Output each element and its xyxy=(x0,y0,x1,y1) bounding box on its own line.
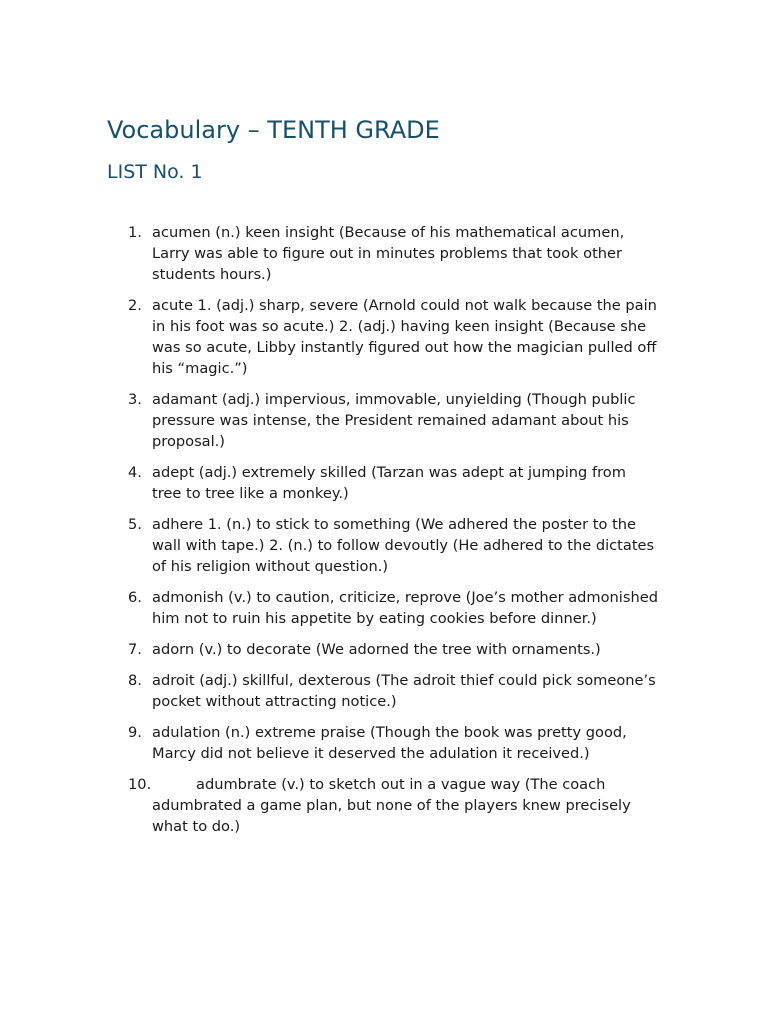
vocabulary-list xyxy=(128,222,658,847)
item-number: 5. xyxy=(128,516,142,533)
list-item xyxy=(128,587,658,629)
item-definition: acumen (n.) keen insight (Because of his mathematical acumen, Larry was able to figure out in minutes problems that took other students hours.) xyxy=(152,224,625,283)
list-item xyxy=(128,514,658,577)
list-item xyxy=(128,389,658,452)
item-number: 8. xyxy=(128,672,142,689)
item-number: 7. xyxy=(128,641,142,658)
item-definition: acute 1. (adj.) sharp, severe (Arnold could not walk because the pain in his foot was so acute.) 2. (adj.) having keen insight (Because she was so acute, Libby instantly figured out how the magician pulled off his “magic.”) xyxy=(152,297,657,377)
item-definition: admonish (v.) to caution, criticize, reprove (Joe’s mother admonished him not to ruin his appetite by eating cookies before dinner.) xyxy=(152,589,658,627)
list-item xyxy=(128,670,658,712)
item-definition: adept (adj.) extremely skilled (Tarzan was adept at jumping from tree to tree like a monkey.) xyxy=(152,464,626,502)
item-definition: adamant (adj.) impervious, immovable, unyielding (Though public pressure was intense, the President remained adamant about his proposal.) xyxy=(152,391,636,450)
item-number: 2. xyxy=(128,297,142,314)
item-number: 6. xyxy=(128,589,142,606)
item-definition: adhere 1. (n.) to stick to something (We adhered the poster to the wall with tape.) 2. (n.) to follow devoutly (He adhered to the dictates of his religion without question.) xyxy=(152,516,655,575)
item-number: 10. xyxy=(128,776,152,793)
list-item xyxy=(128,639,658,660)
list-item xyxy=(128,295,658,379)
list-item xyxy=(128,462,658,504)
list-subtitle: LIST No. 1 xyxy=(107,161,203,183)
item-number: 4. xyxy=(128,464,142,481)
item-definition: adumbrate (v.) to sketch out in a vague way (The coach adumbrated a game plan, but none of the players knew precisely what to do.) xyxy=(152,776,631,835)
list-item xyxy=(128,222,658,285)
item-number: 3. xyxy=(128,391,142,408)
item-number: 1. xyxy=(128,224,142,241)
item-definition: adulation (n.) extreme praise (Though the book was pretty good, Marcy did not believe it deserved the adulation it received.) xyxy=(152,724,627,762)
list-item xyxy=(128,722,658,764)
item-definition: adorn (v.) to decorate (We adorned the tree with ornaments.) xyxy=(152,641,601,658)
page-title: Vocabulary – TENTH GRADE xyxy=(107,116,440,144)
item-definition: adroit (adj.) skillful, dexterous (The adroit thief could pick someone’s pocket without attracting notice.) xyxy=(152,672,656,710)
item-number: 9. xyxy=(128,724,142,741)
list-item xyxy=(128,774,658,837)
